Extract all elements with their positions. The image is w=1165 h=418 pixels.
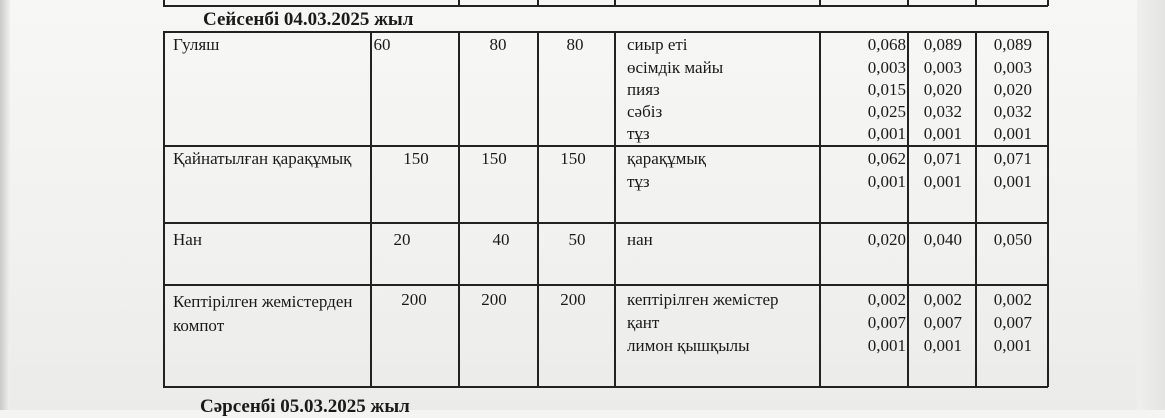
portion-3: 50	[568, 230, 586, 249]
ingredient-qty-2: 0,071	[923, 149, 962, 168]
ingredient-qty-3: 0,032	[993, 102, 1032, 121]
dish-name: Гуляш	[173, 35, 220, 54]
ingredient-qty-3: 0,001	[993, 336, 1032, 355]
ingredient-name: тұз	[627, 124, 650, 143]
ingredient-qty-3: 0,002	[993, 290, 1032, 309]
page-right-shadow	[1137, 0, 1165, 410]
ingredient-qty-3: 0,020	[993, 80, 1032, 99]
ingredient-qty-3: 0,071	[993, 149, 1032, 168]
dish-name: Нан	[173, 230, 202, 249]
ingredient-qty-1: 0,001	[867, 124, 906, 143]
ingredient-name: сәбіз	[627, 102, 663, 121]
ingredient-qty-1: 0,015	[867, 80, 906, 99]
portion-3: 80	[566, 35, 584, 54]
ingredient-name: сиыр еті	[627, 35, 688, 54]
ingredient-qty-3: 0,003	[993, 58, 1032, 77]
ingredient-qty-3: 0,001	[993, 124, 1032, 143]
ingredient-qty-2: 0,001	[923, 336, 962, 355]
ingredient-qty-3: 0,089	[993, 35, 1032, 54]
prev-table-col-border	[975, 0, 977, 6]
ingredient-name: кептірілген жемістер	[627, 290, 779, 309]
ingredient-qty-2: 0,040	[923, 230, 962, 249]
ingredient-qty-3: 0,007	[993, 313, 1032, 332]
day-title: Сейсенбі 04.03.2025 жыл	[203, 9, 414, 30]
ingredient-qty-2: 0,001	[923, 172, 962, 191]
portion-2: 200	[481, 290, 507, 309]
prev-table-col-border	[819, 0, 821, 6]
ingredient-qty-1: 0,068	[867, 35, 906, 54]
portion-1: 200	[401, 290, 427, 309]
prev-table-col-border	[458, 0, 460, 6]
row-border	[163, 284, 1048, 286]
ingredient-qty-2: 0,032	[923, 102, 962, 121]
ingredient-qty-1: 0,001	[867, 336, 906, 355]
col-border	[1047, 31, 1049, 387]
col-border	[614, 31, 616, 387]
col-border	[370, 31, 372, 387]
col-border	[975, 31, 977, 387]
ingredient-qty-2: 0,020	[923, 80, 962, 99]
ingredient-name: өсімдік майы	[627, 58, 724, 77]
ingredient-qty-2: 0,089	[923, 35, 962, 54]
row-border	[163, 222, 1048, 224]
ingredient-qty-1: 0,002	[867, 290, 906, 309]
col-border	[458, 31, 460, 387]
ingredient-qty-3: 0,001	[993, 172, 1032, 191]
ingredient-name: тұз	[627, 172, 650, 191]
prev-table-bottom-border	[163, 5, 1048, 7]
col-border	[907, 31, 909, 387]
prev-table-col-border	[614, 0, 616, 6]
ingredient-qty-1: 0,001	[867, 172, 906, 191]
next-day-title: Сәрсенбі 05.03.2025 жыл	[200, 396, 410, 417]
prev-table-col-border	[907, 0, 909, 6]
prev-table-col-border	[1047, 0, 1049, 6]
portion-3: 200	[560, 290, 586, 309]
ingredient-qty-2: 0,002	[923, 290, 962, 309]
portion-1: 150	[403, 149, 429, 168]
portion-1: 20	[393, 230, 411, 249]
col-border	[819, 31, 821, 387]
portion-1: 60	[373, 35, 391, 54]
ingredient-qty-1: 0,003	[867, 58, 906, 77]
ingredient-qty-3: 0,050	[993, 230, 1032, 249]
dish-name: Кептірілген жемістерден	[173, 292, 353, 311]
portion-2: 80	[489, 35, 507, 54]
portion-3: 150	[560, 149, 586, 168]
ingredient-qty-1: 0,062	[867, 149, 906, 168]
ingredient-qty-1: 0,025	[867, 102, 906, 121]
ingredient-name: лимон қышқылы	[627, 336, 750, 355]
ingredient-name: пияз	[627, 80, 660, 99]
ingredient-qty-1: 0,020	[867, 230, 906, 249]
portion-2: 150	[481, 149, 507, 168]
col-border	[537, 31, 539, 387]
ingredient-name: қант	[627, 313, 660, 332]
ingredient-qty-2: 0,003	[923, 58, 962, 77]
dish-name-line-2: компот	[173, 316, 225, 335]
prev-table-col-border	[537, 0, 539, 6]
ingredient-qty-1: 0,007	[867, 313, 906, 332]
ingredient-name: қарақұмық	[627, 149, 707, 168]
col-border	[163, 31, 165, 387]
ingredient-qty-2: 0,001	[923, 124, 962, 143]
ingredient-name: нан	[627, 230, 653, 249]
page-edge-shadow	[0, 0, 10, 410]
prev-table-col-border	[163, 0, 165, 6]
dish-name: Қайнатылған қарақұмық	[173, 149, 352, 168]
ingredient-qty-2: 0,007	[923, 313, 962, 332]
portion-2: 40	[492, 230, 510, 249]
table-border-bottom	[163, 386, 1048, 388]
